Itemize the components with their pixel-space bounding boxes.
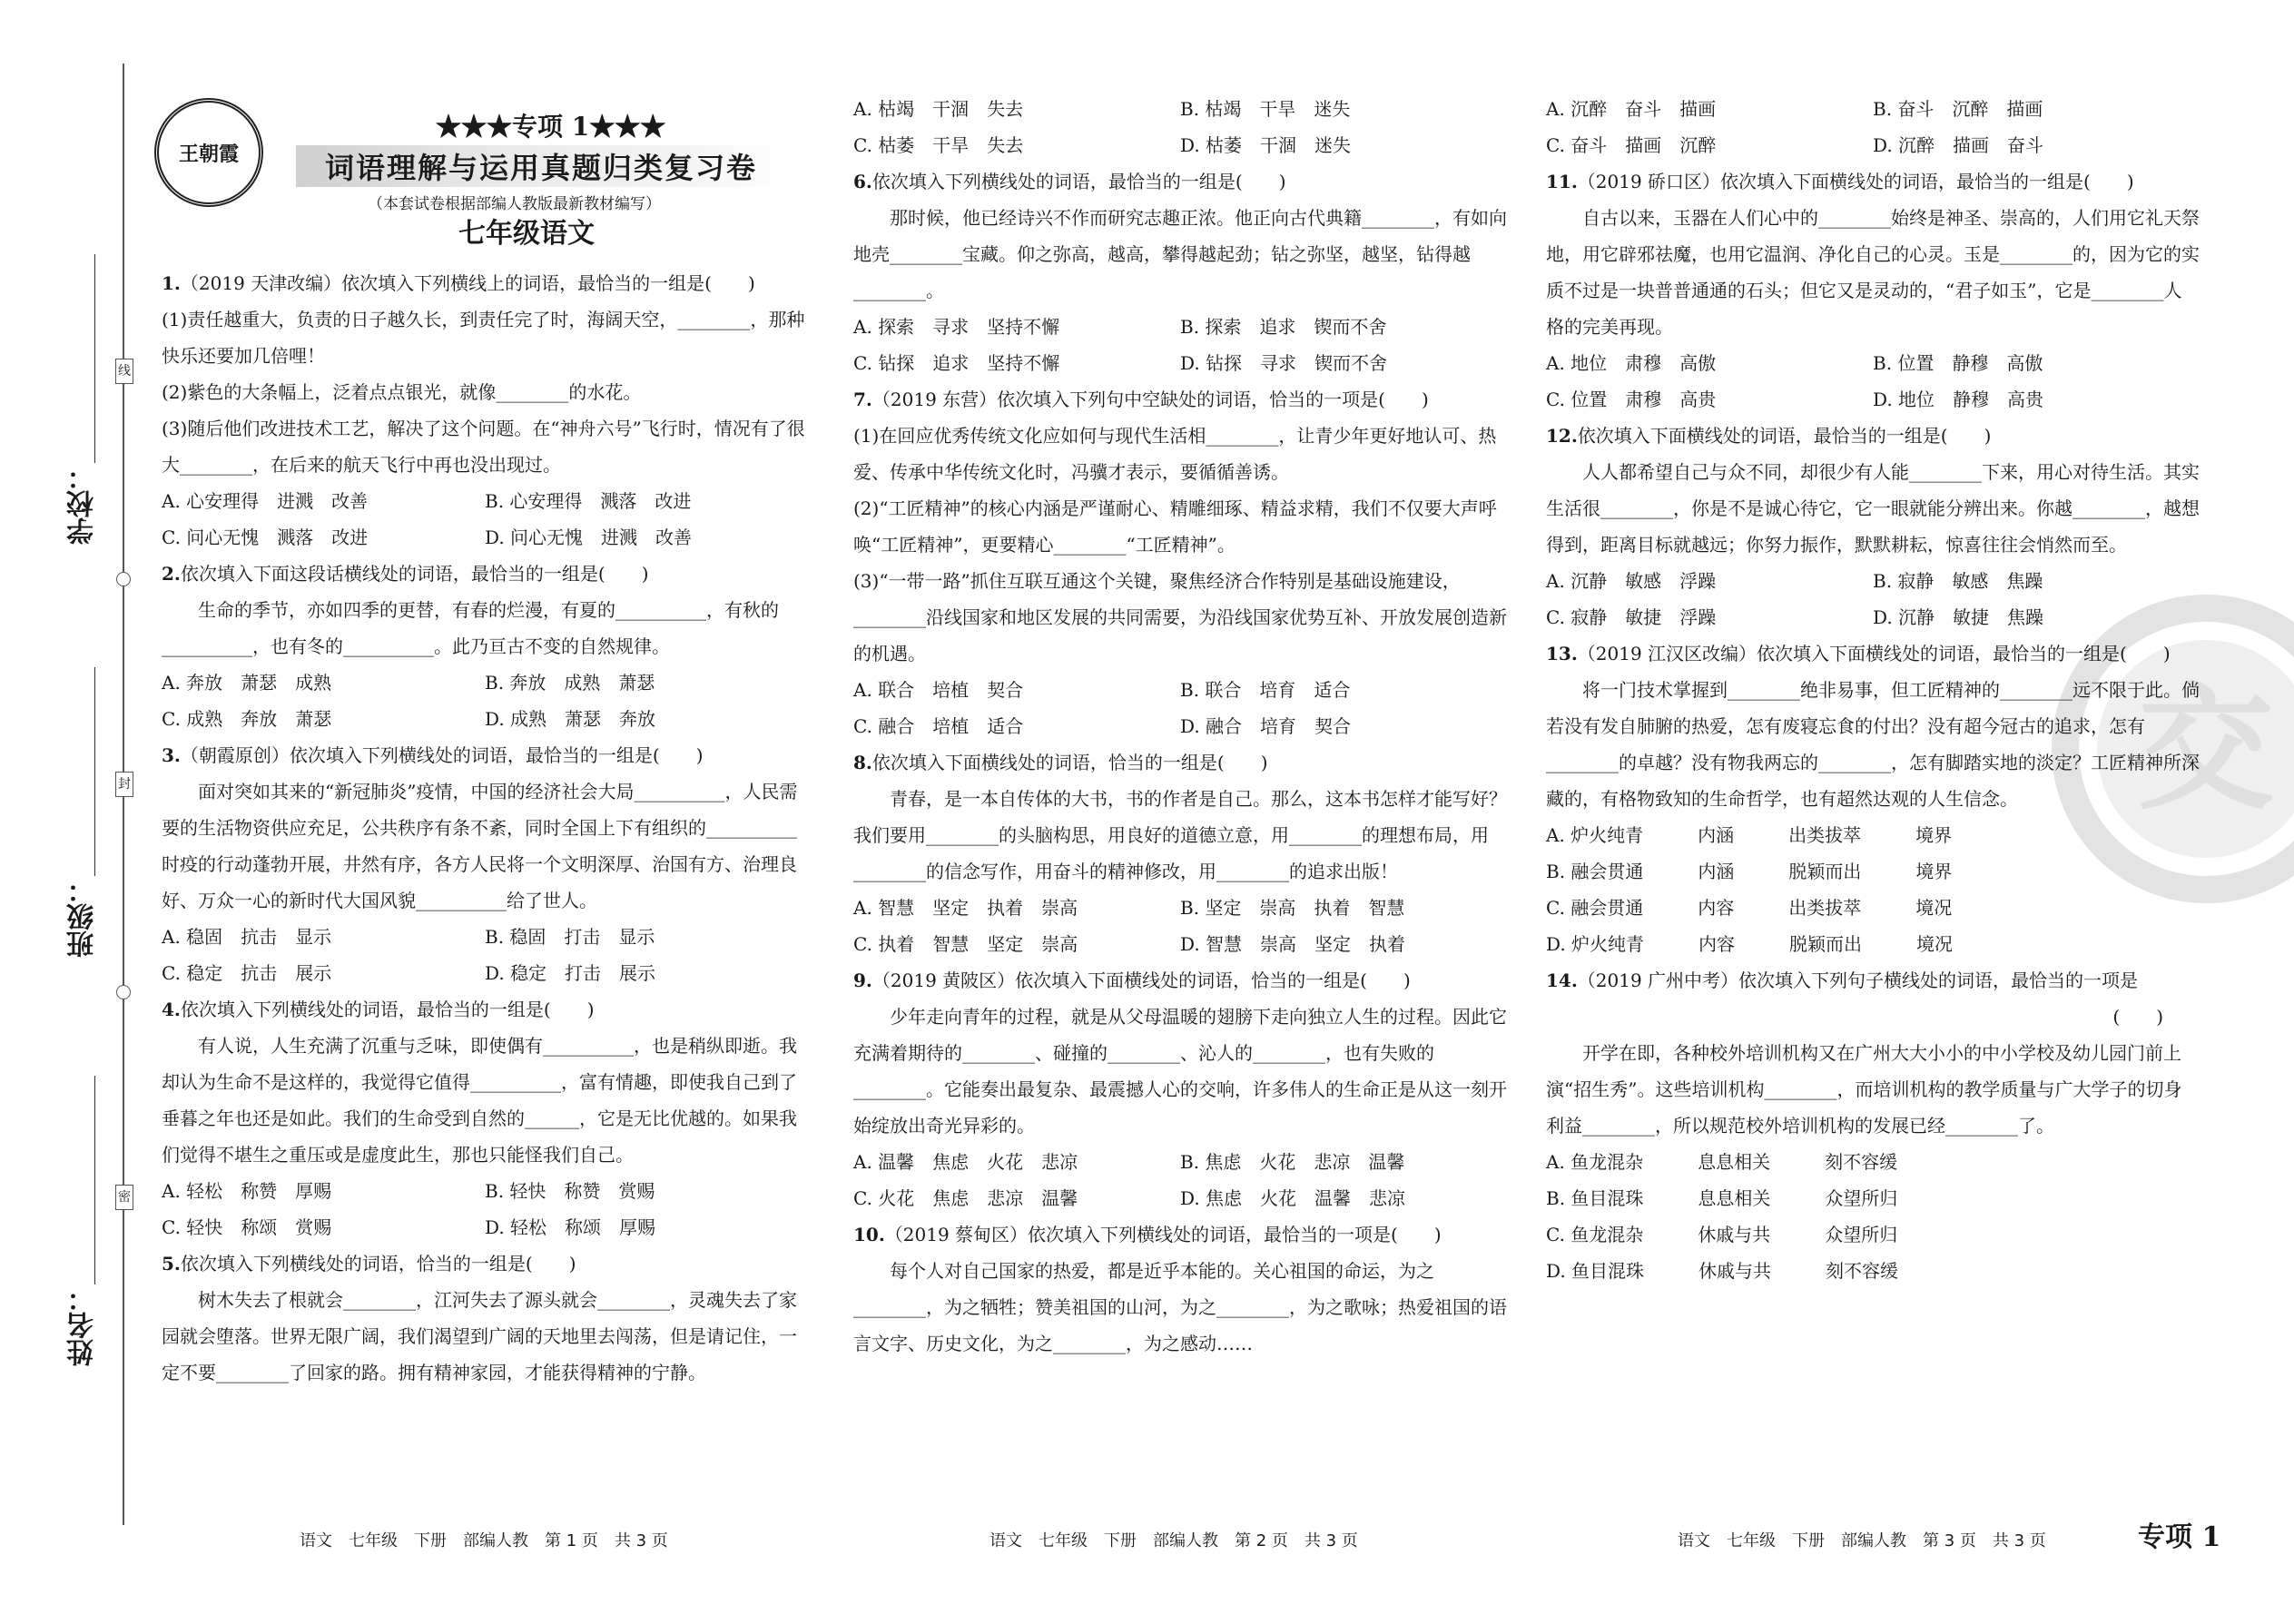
question <box>1546 635 2200 962</box>
cut-mark-2: 封 <box>115 772 133 797</box>
answer-option[interactable]: C. 融会贯通 内容 出类拔萃 境况 <box>1546 897 1953 919</box>
question-number: 1. <box>162 272 181 294</box>
answer-option[interactable]: C. 火花 焦虑 悲凉 温馨 <box>853 1187 1078 1209</box>
question-passage: 开学在即，各种校外培训机构又在广州大大小小的中小学校及幼儿园门前上演“招生秀”。这些培训机构________，而培训机构的教学质量与广大学子的切身利益________，所以规范校外培训机构的发展已经________了。 <box>1546 1042 2182 1137</box>
question-number: 2. <box>162 563 181 585</box>
question-stem: （2019 黄陂区）依次填入下面横线处的词语，恰当的一组是( ) <box>871 969 1411 991</box>
class-line <box>94 667 95 876</box>
brand-logo: 王朝霞 <box>154 98 263 207</box>
school-label: 学校： <box>67 463 99 545</box>
question-stem: 依次填入下面横线处的词语，恰当的一组是( ) <box>871 752 1268 773</box>
answer-option[interactable]: D. 智慧 崇高 坚定 执着 <box>1180 933 1406 955</box>
cut-mark-3: 密 <box>115 1185 133 1210</box>
question <box>853 744 1507 962</box>
question <box>162 556 808 737</box>
question-stem: （2019 江汉区改编）依次填入下面横线处的词语，最恰当的一组是( ) <box>1577 643 2171 664</box>
answer-option[interactable]: C. 问心无愧 溅落 改进 <box>162 527 369 548</box>
question-stem: 依次填入下列横线处的词语，恰当的一组是( ) <box>180 1253 576 1275</box>
question <box>853 962 1507 1216</box>
answer-option[interactable]: B. 位置 静穆 高傲 <box>1873 352 2043 374</box>
answer-option[interactable]: A. 奔放 萧瑟 成熟 <box>162 672 332 694</box>
question-number: 4. <box>162 999 181 1020</box>
answer-option[interactable]: A. 地位 肃穆 高傲 <box>1546 352 1717 374</box>
answer-option[interactable]: B. 融会贯通 内涵 脱颖而出 境界 <box>1546 861 1953 882</box>
answer-option[interactable]: B. 奔放 成熟 萧瑟 <box>485 672 655 694</box>
answer-option[interactable]: D. 鱼目混珠 休戚与共 刻不容缓 <box>1546 1260 1899 1282</box>
series-label: ★★★专项 1★★★ <box>436 112 666 142</box>
footer-page-1: 语文 七年级 下册 部编人教 第 1 页 共 3 页 <box>300 1531 668 1550</box>
cut-mark-1: 线 <box>115 359 133 384</box>
answer-option[interactable]: B. 奋斗 沉醉 描画 <box>1873 98 2043 120</box>
question-passage: 每个人对自己国家的热爱，都是近乎本能的。关心祖国的命运，为之________，为之牺牲；赞美祖国的山河，为之________，为之歌咏；热爱祖国的语言文字、历史文化，为之________，为之感动…… <box>853 1260 1507 1354</box>
exam-title: 词语理解与运用真题归类复习卷 <box>296 145 786 187</box>
question-stem: （2019 广州中考）依次填入下列句子横线处的词语，最恰当的一项是 <box>1577 969 2139 991</box>
answer-option[interactable]: A. 智慧 坚定 执着 崇高 <box>853 897 1078 919</box>
footer-page-2: 语文 七年级 下册 部编人教 第 2 页 共 3 页 <box>989 1531 1358 1550</box>
exam-note: （本套试卷根据部编人教版最新教材编写） <box>368 195 661 213</box>
question-stem: （2019 蔡甸区）依次填入下列横线处的词语，最恰当的一项是( ) <box>884 1224 1442 1245</box>
name-line <box>94 1076 95 1284</box>
answer-option[interactable]: C. 成熟 奔放 萧瑟 <box>162 708 332 730</box>
answer-option[interactable]: B. 轻快 称赞 赏赐 <box>485 1180 655 1202</box>
answer-option[interactable]: A. 联合 培植 契合 <box>853 679 1024 701</box>
answer-option[interactable]: B. 心安理得 溅落 改进 <box>485 490 692 512</box>
answer-option[interactable]: A. 轻松 称赞 厚赐 <box>162 1180 332 1202</box>
answer-paren: ( ) <box>2112 1006 2163 1028</box>
question-passage: (1)在回应优秀传统文化应如何与现代生活相________，让青少年更好地认可、热爱、传承中华传统文化时，冯骥才表示，要循循善诱。 <box>853 425 1497 483</box>
answer-option[interactable]: C. 稳定 抗击 展示 <box>162 962 332 984</box>
question-passage: (1)责任越重大，负责的日子越久长，到责任完了时，海阔天空，________，那种快乐还要加几倍哩！ <box>162 309 805 367</box>
answer-option[interactable]: D. 问心无愧 进溅 改善 <box>485 527 693 548</box>
question-passage: 有人说，人生充满了沉重与乏味，即使偶有__________，也是稍纵即逝。我却认为生命不是这样的，我觉得它值得__________，富有情趣，即使我自己到了垂暮之年也还是如此。我们的生命受到自然的______，它是无比优越的。如果我们觉得不堪生之重压或是虚度此生，那也只能怪我们自己。 <box>162 1035 797 1166</box>
answer-option[interactable]: D. 沉静 敏捷 焦躁 <box>1873 606 2044 628</box>
question <box>162 265 808 556</box>
question-number: 6. <box>853 171 872 192</box>
answer-option[interactable]: B. 枯竭 干旱 迷失 <box>1180 98 1351 120</box>
question-stem: 依次填入下列横线处的词语，最恰当的一组是( ) <box>180 999 595 1020</box>
answer-option[interactable]: B. 联合 培育 适合 <box>1180 679 1351 701</box>
section-tag: 专项 1 <box>2138 1521 2221 1553</box>
question-stem: 依次填入下列横线处的词语，最恰当的一组是( ) <box>871 171 1286 192</box>
answer-option[interactable]: A. 探索 寻求 坚持不懈 <box>853 316 1060 338</box>
column-2 <box>853 91 1507 1362</box>
question-passage: (2)紫色的大条幅上，泛着点点银光，就像________的水花。 <box>162 381 642 403</box>
question-passage: 少年走向青年的过程，就是从父母温暖的翅膀下走向独立人生的过程。因此它充满着期待的________、碰撞的________、沁人的________，也有失败的________。它能奏出最复杂、最震撼人心的交响，许多伟人的生命正是从这一刻开始绽放出奇光异彩的。 <box>853 1006 1507 1137</box>
question-stem: （2019 东营）依次填入下列句中空缺处的词语，恰当的一项是( ) <box>871 389 1429 410</box>
answer-option[interactable]: C. 奋斗 描画 沉醉 <box>1546 134 1717 156</box>
answer-option[interactable]: D. 焦虑 火花 温馨 悲凉 <box>1180 1187 1406 1209</box>
question <box>1546 418 2200 635</box>
question-number: 14. <box>1546 969 1578 991</box>
answer-option[interactable]: A. 枯竭 干涸 失去 <box>853 98 1024 120</box>
question <box>853 1216 1507 1362</box>
answer-option[interactable]: A. 炉火纯青 内涵 出类拔萃 境界 <box>1546 824 1953 846</box>
answer-option[interactable]: D. 成熟 萧瑟 奔放 <box>485 708 656 730</box>
question <box>1546 962 2200 1289</box>
question-passage: 生命的季节，亦如四季的更替，有春的烂漫，有夏的__________，有秋的__________，也有冬的__________。此乃亘古不变的自然规律。 <box>162 599 779 657</box>
question <box>853 163 1507 381</box>
question-stem: （2019 硚口区）依次填入下面横线处的词语，最恰当的一组是( ) <box>1577 171 2134 192</box>
answer-option[interactable]: A. 心安理得 进溅 改善 <box>162 490 369 512</box>
answer-option[interactable]: B. 焦虑 火花 悲凉 温馨 <box>1180 1151 1405 1173</box>
answer-option[interactable]: A. 稳固 抗击 显示 <box>162 926 332 948</box>
question-stem: 依次填入下面横线处的词语，最恰当的一组是( ) <box>1577 425 1992 447</box>
question <box>162 737 808 991</box>
question-passage: 自古以来，玉器在人们心中的________始终是神圣、崇高的，人们用它礼天祭地，用它辟邪祛魔，也用它温润、净化自己的心灵。玉是________的，因为它的实质不过是一块普普通通的石头；但它又是灵动的，“君子如玉”，它是________人格的完美再现。 <box>1546 207 2200 338</box>
answer-option[interactable]: B. 寂静 敏感 焦躁 <box>1873 570 2043 592</box>
answer-option[interactable]: C. 轻快 称颂 赏赐 <box>162 1216 332 1238</box>
question-passage: 人人都希望自己与众不同，却很少有人能________下来，用心对待生活。其实生活很________，你是不是诚心待它，它一眼就能分辨出来。你越________，越想得到，距离目标就越远；你努力振作，默默耕耘，惊喜往往会悄然而至。 <box>1546 461 2200 556</box>
question <box>1546 163 2200 418</box>
question-number: 5. <box>162 1253 181 1275</box>
question-number: 12. <box>1546 425 1578 447</box>
answer-option[interactable]: D. 稳定 打击 展示 <box>485 962 656 984</box>
answer-option[interactable]: C. 位置 肃穆 高贵 <box>1546 389 1717 410</box>
answer-option[interactable]: C. 鱼龙混杂 休戚与共 众望所归 <box>1546 1224 1898 1245</box>
binding-hole-2 <box>116 985 131 999</box>
question <box>853 91 1507 163</box>
answer-option[interactable]: B. 鱼目混珠 息息相关 众望所归 <box>1546 1187 1898 1209</box>
answer-option[interactable]: C. 执着 智慧 坚定 崇高 <box>853 933 1078 955</box>
class-label: 班级： <box>67 876 99 958</box>
name-label: 姓名： <box>67 1284 99 1366</box>
question <box>162 991 808 1245</box>
answer-option[interactable]: A. 沉醉 奋斗 描画 <box>1546 98 1717 120</box>
question-passage: (3)“一带一路”抓住互联互通这个关键，聚焦经济合作特别是基础设施建设，________沿线国家和地区发展的共同需要，为沿线国家优势互补、开放发展创造新的机遇。 <box>853 570 1507 664</box>
answer-option[interactable]: D. 枯萎 干涸 迷失 <box>1180 134 1352 156</box>
answer-option[interactable]: D. 炉火纯青 内容 脱颖而出 境况 <box>1546 933 1954 955</box>
answer-option[interactable]: D. 钻探 寻求 锲而不舍 <box>1180 352 1388 374</box>
answer-option[interactable]: C. 枯萎 干旱 失去 <box>853 134 1024 156</box>
question-passage: 将一门技术掌握到________绝非易事，但工匠精神的________远不限于此。倘若没有发自肺腑的热爱，怎有废寝忘食的付出？没有超今冠古的追求，怎有________的卓越？没有物我两忘的________，怎有脚踏实地的淡定？工匠精神所深藏的，有格物致知的生命哲学，也有超然达观的人生信念。 <box>1546 679 2200 810</box>
question <box>1546 91 2200 163</box>
question-stem: （2019 天津改编）依次填入下列横线上的词语，最恰当的一组是( ) <box>180 272 755 294</box>
question-number: 8. <box>853 752 872 773</box>
question-stem: （朝霞原创）依次填入下列横线处的词语，最恰当的一组是( ) <box>180 744 704 766</box>
answer-option[interactable]: D. 融合 培育 契合 <box>1180 715 1352 737</box>
question-passage: 那时候，他已经诗兴不作而研究志趣正浓。他正向古代典籍________，有如向地壳________宝藏。仰之弥高，越高，攀得越起劲；钻之弥坚，越坚，钻得越________。 <box>853 207 1507 301</box>
column-3 <box>1546 91 2200 1289</box>
column-1 <box>162 265 808 1391</box>
question-stem: 依次填入下面这段话横线处的词语，最恰当的一组是( ) <box>180 563 649 585</box>
answer-option[interactable]: C. 寂静 敏捷 浮躁 <box>1546 606 1717 628</box>
question-number: 7. <box>853 389 872 410</box>
footer-page-3: 语文 七年级 下册 部编人教 第 3 页 共 3 页 <box>1678 1531 2046 1550</box>
answer-option[interactable]: A. 温馨 焦虑 火花 悲凉 <box>853 1151 1078 1173</box>
school-line <box>94 254 95 463</box>
question-passage: 青春，是一本自传体的大书，书的作者是自己。那么，这本书怎样才能写好？我们要用________的头脑构思，用良好的道德立意，用________的理想布局，用________的信念写作，用奋斗的精神修改，用________的追求出版！ <box>853 788 1507 882</box>
answer-option[interactable]: A. 鱼龙混杂 息息相关 刻不容缓 <box>1546 1151 1898 1173</box>
question-passage: 树木失去了根就会________，江河失去了源头就会________，灵魂失去了家园就会堕落。世界无限广阔，我们渴望到广阔的天地里去闯荡，但是请记住，一定不要________了回家的路。拥有精神家园，才能获得精神的宁静。 <box>162 1289 797 1383</box>
binding-hole-1 <box>116 572 131 586</box>
answer-option[interactable]: B. 探索 追求 锲而不舍 <box>1180 316 1387 338</box>
question-number: 13. <box>1546 643 1578 664</box>
answer-option[interactable]: D. 轻松 称颂 厚赐 <box>485 1216 656 1238</box>
question <box>853 381 1507 744</box>
question-passage: 面对突如其来的“新冠肺炎”疫情，中国的经济社会大局__________，人民需要的生活物资供应充足，公共秩序有条不紊，同时全国上下有组织的__________时疫的行动蓬勃开展，井然有序，各方人民将一个文明深厚、治国有方、治理良好、万众一心的新时代大国风貌__________给了世人。 <box>162 781 798 911</box>
answer-option[interactable]: D. 地位 静穆 高贵 <box>1873 389 2044 410</box>
question-number: 9. <box>853 969 872 991</box>
watermark-stamp: 交 <box>2097 640 2294 858</box>
answer-option[interactable]: C. 钻探 追求 坚持不懈 <box>853 352 1060 374</box>
question-number: 11. <box>1546 171 1578 192</box>
answer-option[interactable]: D. 沉醉 描画 奋斗 <box>1873 134 2044 156</box>
question-number: 3. <box>162 744 181 766</box>
question-number: 10. <box>853 1224 885 1245</box>
answer-option[interactable]: B. 稳固 打击 显示 <box>485 926 655 948</box>
question-passage: (2)“工匠精神”的核心内涵是严谨耐心、精雕细琢、精益求精，我们不仅要大声呼唤“工匠精神”，更要精心________“工匠精神”。 <box>853 497 1497 556</box>
answer-option[interactable]: C. 融合 培植 适合 <box>853 715 1024 737</box>
question <box>162 1245 808 1391</box>
question-passage: (3)随后他们改进技术工艺，解决了这个问题。在“神舟六号”飞行时，情况有了很大________，在后来的航天飞行中再也没出现过。 <box>162 418 805 476</box>
answer-option[interactable]: B. 坚定 崇高 执着 智慧 <box>1180 897 1405 919</box>
answer-option[interactable]: A. 沉静 敏感 浮躁 <box>1546 570 1717 592</box>
subject-title: 七年级语文 <box>458 218 595 250</box>
